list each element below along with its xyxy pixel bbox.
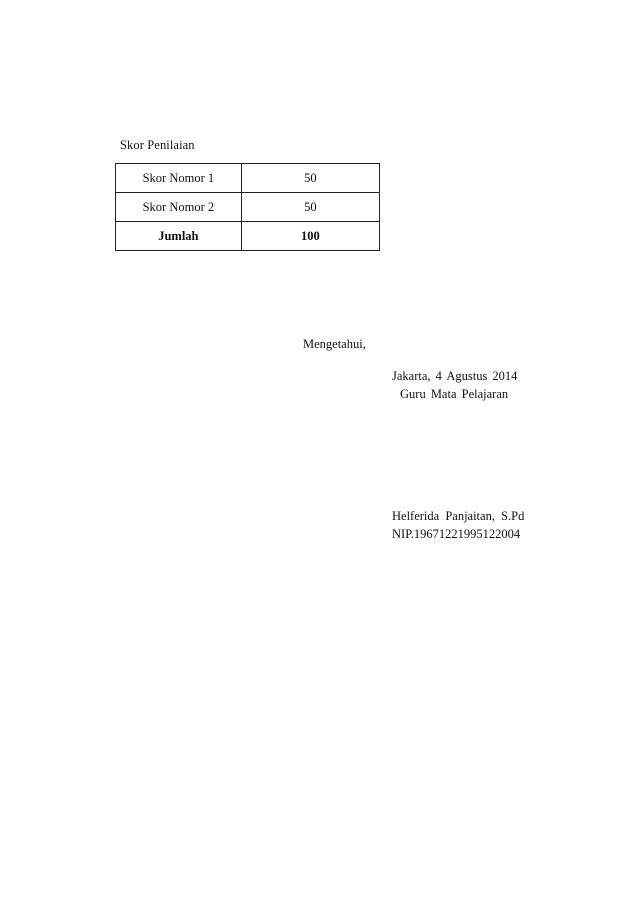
signer-name: Helferida Panjaitan, S.Pd [392,509,525,523]
score-section-title: Skor Penilaian [120,138,195,152]
acknowledged-label: Mengetahui, [303,337,366,351]
score-value-cell: 50 [241,164,379,193]
table-row [116,164,380,193]
place-date: Jakarta, 4 Agustus 2014 [392,369,518,383]
score-table [115,163,380,251]
signer-nip: NIP.19671221995122004 [392,527,521,541]
table-row [116,193,380,222]
score-label-cell: Skor Nomor 2 [116,193,242,222]
score-value-cell: 50 [241,193,379,222]
signer-position: Guru Mata Pelajaran [400,387,509,401]
score-label-cell: Skor Nomor 1 [116,164,242,193]
total-value-cell: 100 [241,222,379,251]
table-row-total [116,222,380,251]
total-label-cell: Jumlah [116,222,242,251]
